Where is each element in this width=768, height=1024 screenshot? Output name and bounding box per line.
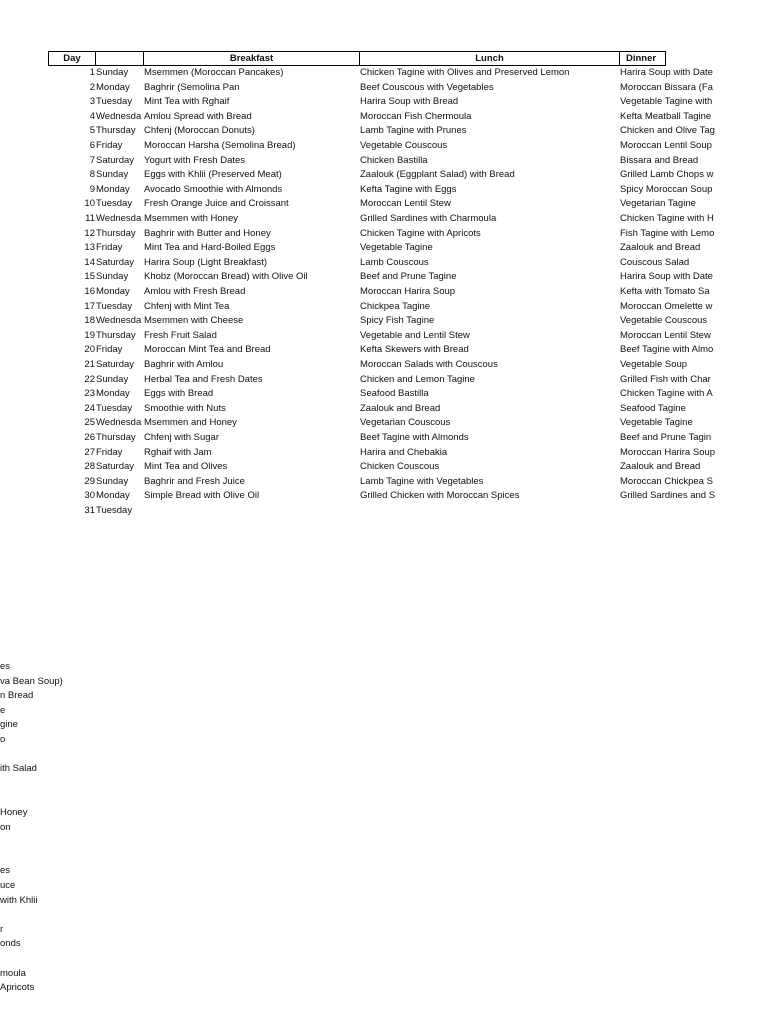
lunch-cell: Vegetable Couscous — [360, 140, 448, 151]
day-number: 11 — [85, 213, 95, 224]
lunch-cell — [360, 504, 618, 519]
dinner-cell: Moroccan Omelette w — [620, 300, 713, 312]
spillover-text: uce — [0, 880, 16, 891]
dinner-cell: Moroccan Lentil Stew — [620, 329, 711, 341]
table-row — [48, 256, 768, 271]
day-number: 26 — [84, 432, 95, 443]
day-name: Thursday — [96, 432, 136, 443]
spillover-text: o — [0, 734, 6, 745]
breakfast-cell: Yogurt with Fresh Dates — [144, 154, 246, 166]
lunch-cell: Chicken Bastilla — [360, 154, 428, 166]
day-name: Thursday — [96, 125, 136, 137]
dinner-cell: Grilled Fish with Char — [620, 373, 711, 385]
breakfast-cell — [144, 504, 358, 519]
day-name: Tuesday — [96, 402, 133, 414]
spillover-text: with Khlii — [0, 894, 38, 906]
day-name: Wednesda — [96, 213, 142, 224]
spillover-text: va Bean Soup) — [0, 675, 63, 687]
day-name: Monday — [96, 388, 130, 400]
spillover-text: es — [0, 865, 11, 877]
day-number: 27 — [84, 446, 95, 458]
dinner-cell: Vegetable Tagine with — [620, 96, 713, 108]
dinner-cell: Grilled Lamb Chops w — [620, 169, 714, 181]
dinner-cell: Couscous Salad — [620, 256, 690, 268]
lunch-cell: Seafood Bastilla — [360, 388, 429, 400]
day-name: Tuesday — [96, 300, 133, 312]
lunch-cell: Moroccan Harira Soup — [360, 286, 456, 297]
lunch-cell: Beef and Prune Tagine — [360, 271, 457, 283]
day-name: Sunday — [96, 271, 129, 283]
day-name: Wednesda — [96, 417, 142, 429]
table-row — [48, 489, 768, 504]
dinner-cell: Seafood Tagine — [620, 402, 686, 414]
breakfast-cell: Moroccan Harsha (Semolina Bread) — [144, 140, 296, 151]
dinner-cell: Kefta Meatball Tagine — [620, 110, 712, 122]
table-row — [48, 285, 768, 300]
lunch-cell: Grilled Sardines with Charmoula — [360, 213, 497, 224]
lunch-cell: Lamb Tagine with Vegetables — [360, 475, 484, 487]
day-name: Friday — [96, 344, 123, 356]
day-name: Friday — [96, 242, 123, 254]
dinner-cell: Harira Soup with Date — [620, 67, 713, 78]
spillover-text: onds — [0, 938, 21, 950]
spillover-text: e — [0, 704, 6, 716]
table-row — [48, 329, 768, 344]
dinner-cell: Chicken Tagine with A — [620, 388, 713, 400]
day-name: Saturday — [96, 359, 135, 370]
day-number: 14 — [84, 256, 95, 268]
dinner-cell: Moroccan Chickpea S — [620, 475, 713, 487]
table-row — [48, 446, 768, 461]
dinner-cell: Vegetarian Tagine — [620, 198, 696, 210]
lunch-cell: Lamb Tagine with Prunes — [360, 125, 467, 137]
breakfast-cell: Amlou with Fresh Bread — [144, 286, 246, 297]
day-name: Sunday — [96, 373, 129, 385]
breakfast-cell: Avocado Smoothie with Almonds — [144, 183, 283, 195]
breakfast-cell: Rghaif with Jam — [144, 446, 212, 458]
breakfast-cell: Baghrir and Fresh Juice — [144, 475, 245, 487]
dinner-cell: Vegetable Couscous — [620, 315, 708, 327]
lunch-cell: Moroccan Salads with Couscous — [360, 359, 498, 370]
day-number: 19 — [84, 329, 95, 341]
lunch-cell: Lamb Couscous — [360, 256, 429, 268]
day-number: 17 — [84, 300, 95, 312]
day-number: 21 — [84, 359, 95, 370]
day-name: Tuesday — [96, 96, 133, 108]
day-number: 9 — [89, 183, 95, 195]
dinner-cell: Moroccan Harira Soup — [620, 446, 716, 458]
table-row — [48, 95, 768, 110]
table-row — [48, 81, 768, 96]
lunch-cell: Kefta Skewers with Bread — [360, 344, 469, 356]
day-name: Friday — [96, 140, 123, 151]
breakfast-cell: Chfenj with Sugar — [144, 432, 219, 443]
day-number: 6 — [89, 140, 95, 151]
day-number: 8 — [89, 169, 95, 181]
lunch-cell: Chicken Tagine with Olives and Preserved Lemon — [360, 67, 570, 78]
breakfast-cell: Eggs with Khlii (Preserved Meat) — [144, 169, 282, 181]
day-name: Friday — [96, 446, 123, 458]
table-row — [48, 416, 768, 431]
dinner-cell: Moroccan Lentil Soup — [620, 140, 712, 151]
day-number: 29 — [84, 475, 95, 487]
day-name: Monday — [96, 286, 130, 297]
table-row — [48, 241, 768, 256]
breakfast-cell: Khobz (Moroccan Bread) with Olive Oil — [144, 271, 308, 283]
dinner-cell: Harira Soup with Date — [620, 271, 713, 283]
lunch-cell: Chicken and Lemon Tagine — [360, 373, 475, 385]
day-number: 5 — [89, 125, 95, 137]
day-number: 7 — [89, 154, 95, 166]
table-row — [48, 110, 768, 125]
table-row — [48, 168, 768, 183]
lunch-cell: Chicken Couscous — [360, 461, 440, 473]
breakfast-cell: Simple Bread with Olive Oil — [144, 490, 260, 502]
dinner-cell — [620, 504, 768, 519]
lunch-cell: Zaalouk and Bread — [360, 402, 441, 414]
dinner-cell: Fish Tagine with Lemo — [620, 227, 715, 239]
lunch-cell: Vegetarian Couscous — [360, 417, 451, 429]
breakfast-cell: Amlou Spread with Bread — [144, 110, 252, 122]
breakfast-cell: Msemmen and Honey — [144, 417, 237, 429]
breakfast-cell: Msemmen (Moroccan Pancakes) — [144, 67, 284, 78]
breakfast-cell: Baghrir with Amlou — [144, 359, 224, 370]
day-name: Monday — [96, 183, 130, 195]
header-dinner: Dinner — [619, 51, 666, 66]
day-name: Monday — [96, 490, 130, 502]
dinner-cell: Chicken and Olive Tag — [620, 125, 715, 137]
table-row — [48, 124, 768, 139]
day-number: 4 — [89, 110, 95, 122]
lunch-cell: Moroccan Fish Chermoula — [360, 110, 472, 122]
table-row — [48, 373, 768, 388]
day-name: Sunday — [96, 475, 129, 487]
day-name: Sunday — [96, 67, 129, 78]
breakfast-cell: Harira Soup (Light Breakfast) — [144, 256, 268, 268]
table-row — [48, 475, 768, 490]
header-day: Day — [48, 51, 96, 66]
table-row — [48, 139, 768, 154]
table-row — [48, 358, 768, 373]
day-number: 22 — [84, 373, 95, 385]
lunch-cell: Moroccan Lentil Stew — [360, 198, 451, 210]
lunch-cell: Chicken Tagine with Apricots — [360, 227, 481, 239]
day-number: 28 — [84, 461, 95, 473]
lunch-cell: Harira and Chebakia — [360, 446, 448, 458]
spillover-text: r — [0, 923, 4, 935]
header-breakfast: Breakfast — [143, 51, 360, 66]
day-name: Tuesday — [96, 505, 133, 516]
day-number: 20 — [84, 344, 95, 356]
dinner-cell: Zaalouk and Bread — [620, 242, 701, 254]
day-number: 25 — [84, 417, 95, 429]
table-row — [48, 460, 768, 475]
dinner-cell: Beef Tagine with Almo — [620, 344, 714, 356]
lunch-cell: Vegetable and Lentil Stew — [360, 329, 470, 341]
table-row — [48, 343, 768, 358]
day-number: 15 — [84, 271, 95, 283]
dinner-cell: Bissara and Bread — [620, 154, 699, 166]
breakfast-cell: Herbal Tea and Fresh Dates — [144, 373, 263, 385]
lunch-cell: Beef Tagine with Almonds — [360, 432, 469, 443]
table-row — [48, 504, 768, 519]
spillover-column — [0, 0, 120, 1024]
day-number: 10 — [84, 198, 95, 210]
dinner-cell: Kefta with Tomato Sa — [620, 286, 710, 297]
day-number: 16 — [84, 286, 95, 297]
dinner-cell: Vegetable Soup — [620, 359, 688, 370]
dinner-cell: Vegetable Tagine — [620, 417, 693, 429]
day-name: Wednesda — [96, 110, 142, 122]
table-row — [48, 227, 768, 242]
day-number: 31 — [84, 505, 95, 516]
day-name: Wednesda — [96, 315, 142, 327]
breakfast-cell: Baghrir (Semolina Pan — [144, 81, 240, 93]
day-number: 1 — [89, 67, 95, 78]
day-number: 12 — [84, 227, 95, 239]
dinner-cell: Spicy Moroccan Soup — [620, 183, 713, 195]
day-number: 23 — [84, 388, 95, 400]
breakfast-cell: Moroccan Mint Tea and Bread — [144, 344, 271, 356]
table-row — [48, 314, 768, 329]
dinner-cell: Chicken Tagine with H — [620, 213, 714, 224]
breakfast-cell: Msemmen with Cheese — [144, 315, 244, 327]
breakfast-cell: Eggs with Bread — [144, 388, 214, 400]
table-row — [48, 66, 768, 81]
day-number: 2 — [89, 81, 95, 93]
breakfast-cell: Baghrir with Butter and Honey — [144, 227, 271, 239]
breakfast-cell: Mint Tea and Hard-Boiled Eggs — [144, 242, 276, 254]
table-row — [48, 154, 768, 169]
lunch-cell: Spicy Fish Tagine — [360, 315, 435, 327]
lunch-cell: Vegetable Tagine — [360, 242, 433, 254]
day-name: Thursday — [96, 329, 136, 341]
day-name: Sunday — [96, 169, 129, 181]
header-lunch: Lunch — [359, 51, 620, 66]
lunch-cell: Harira Soup with Bread — [360, 96, 459, 108]
dinner-cell: Zaalouk and Bread — [620, 461, 701, 473]
breakfast-cell: Chfenj (Moroccan Donuts) — [144, 125, 255, 137]
breakfast-cell: Mint Tea with Rghaif — [144, 96, 230, 108]
table-row — [48, 183, 768, 198]
day-number: 18 — [84, 315, 95, 327]
breakfast-cell: Chfenj with Mint Tea — [144, 300, 230, 312]
table-row — [48, 270, 768, 285]
spillover-text: on — [0, 821, 11, 833]
dinner-cell: Grilled Sardines and S — [620, 490, 716, 502]
table-row — [48, 402, 768, 417]
day-number: 3 — [89, 96, 95, 108]
dinner-cell: Beef and Prune Tagin — [620, 432, 712, 443]
spillover-text: Apricots — [0, 982, 35, 994]
day-number: 13 — [84, 242, 95, 254]
lunch-cell: Beef Couscous with Vegetables — [360, 81, 494, 93]
day-number: 24 — [84, 402, 95, 414]
day-name: Monday — [96, 81, 130, 93]
table-row — [48, 387, 768, 402]
spillover-text: Honey — [0, 807, 28, 818]
table-row — [48, 431, 768, 446]
table-row — [48, 300, 768, 315]
spillover-text: ith Salad — [0, 763, 37, 775]
table-row — [48, 212, 768, 227]
day-name: Saturday — [96, 256, 135, 268]
table-row — [48, 197, 768, 212]
lunch-cell: Zaalouk (Eggplant Salad) with Bread — [360, 169, 515, 181]
breakfast-cell: Smoothie with Nuts — [144, 402, 226, 414]
lunch-cell: Kefta Tagine with Eggs — [360, 183, 457, 195]
day-name: Tuesday — [96, 198, 133, 210]
breakfast-cell: Msemmen with Honey — [144, 213, 238, 224]
breakfast-cell: Mint Tea and Olives — [144, 461, 228, 473]
lunch-cell: Chickpea Tagine — [360, 300, 431, 312]
spillover-text: es — [0, 661, 11, 672]
lunch-cell: Grilled Chicken with Moroccan Spices — [360, 490, 520, 502]
spillover-text: n Bread — [0, 690, 34, 702]
spillover-text: moula — [0, 967, 26, 979]
day-name: Thursday — [96, 227, 136, 239]
day-number: 30 — [84, 490, 95, 502]
day-name: Saturday — [96, 461, 135, 473]
breakfast-cell: Fresh Orange Juice and Croissant — [144, 198, 289, 210]
dinner-cell: Moroccan Bissara (Fa — [620, 81, 713, 93]
day-name: Saturday — [96, 154, 135, 166]
breakfast-cell: Fresh Fruit Salad — [144, 329, 217, 341]
spillover-text: gine — [0, 719, 18, 731]
